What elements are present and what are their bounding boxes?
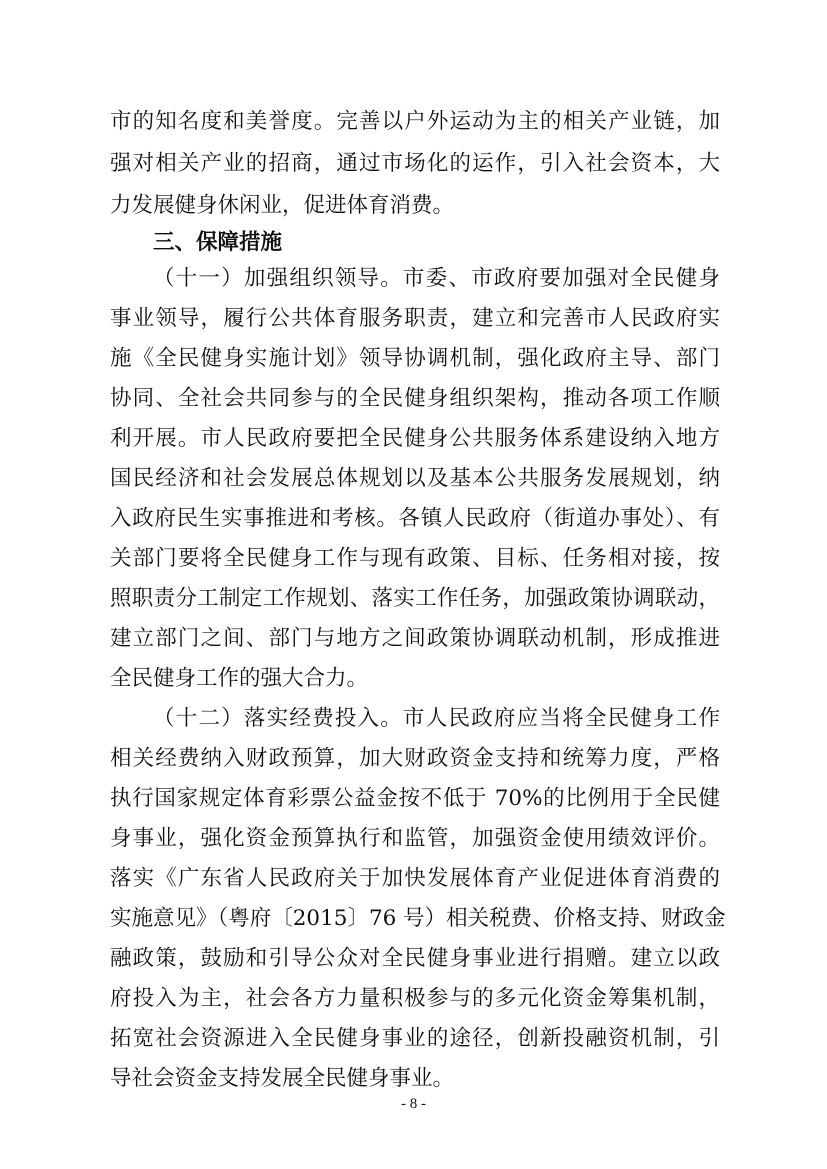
text-line: 关部门要将全民健身工作与现有政策、目标、任务相对接，按 [110, 546, 720, 571]
text-line: 全民健身工作的强大合力。 [110, 666, 369, 691]
text-line: 力发展健身休闲业，促进体育消费。 [110, 193, 455, 218]
text-line: 市的知名度和美誉度。完善以户外运动为主的相关产业链，加 [110, 109, 720, 134]
text-line: 协同、全社会共同参与的全民健身组织架构，推动各项工作顺 [110, 386, 720, 411]
text-line: 入政府民生实事推进和考核。各镇人民政府（街道办事处）、有 [110, 506, 720, 531]
text-line: 融政策，鼓励和引导公众对全民健身事业进行捐赠。建立以政 [110, 946, 720, 971]
text-line: 事业领导，履行公共体育服务职责，建立和完善市人民政府实 [110, 306, 720, 331]
text-line: 建立部门之间、部门与地方之间政策协调联动机制，形成推进 [110, 626, 720, 651]
text-line: 国民经济和社会发展总体规划以及基本公共服务发展规划，纳 [110, 466, 720, 491]
text-line: 执行国家规定体育彩票公益金按不低于 70%的比例用于全民健 [110, 786, 720, 811]
section-heading: 三、保障措施 [153, 230, 283, 255]
text-line: 照职责分工制定工作规划、落实工作任务，加强政策协调联动， [110, 586, 720, 611]
text-line: 落实《广东省人民政府关于加快发展体育产业促进体育消费的 [110, 866, 720, 891]
text-line: 相关经费纳入财政预算，加大财政资金支持和统筹力度，严格 [110, 746, 720, 771]
text-line: 强对相关产业的招商，通过市场化的运作，引入社会资本，大 [110, 151, 720, 176]
text-line: 导社会资金支持发展全民健身事业。 [110, 1066, 455, 1091]
text-line: （十二）落实经费投入。市人民政府应当将全民健身工作 [153, 706, 720, 731]
text-line: （十一）加强组织领导。市委、市政府要加强对全民健身 [153, 266, 720, 291]
text-line: 实施意见》（粤府〔2015〕76 号）相关税费、价格支持、财政金 [110, 906, 726, 931]
text-line: 施《全民健身实施计划》领导协调机制，强化政府主导、部门 [110, 346, 720, 371]
text-line: 府投入为主，社会各方力量积极参与的多元化资金筹集机制， [110, 986, 720, 1011]
text-line: 利开展。市人民政府要把全民健身公共服务体系建设纳入地方 [110, 426, 720, 451]
text-line: 拓宽社会资源进入全民健身事业的途径，创新投融资机制，引 [110, 1026, 720, 1051]
page-number: - 8 - [401, 1096, 426, 1112]
text-line: 身事业，强化资金预算执行和监管，加强资金使用绩效评价。 [110, 826, 720, 851]
